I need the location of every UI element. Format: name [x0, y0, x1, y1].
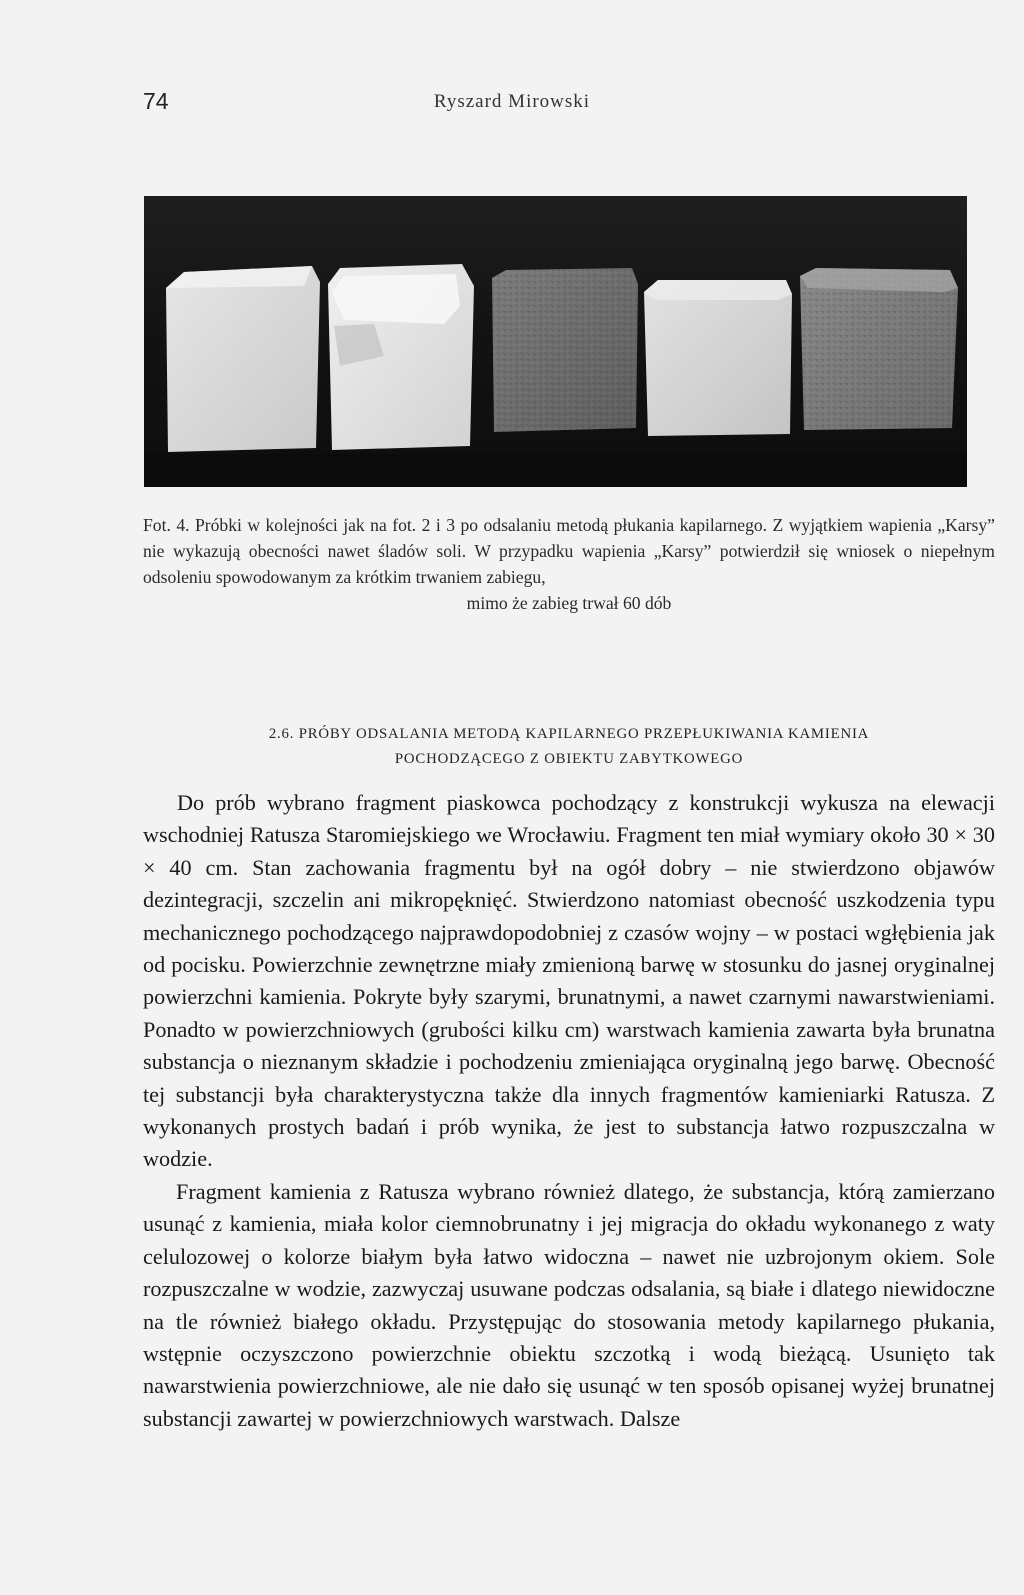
figure-caption — [143, 512, 995, 616]
running-head-author: Ryszard Mirowski — [433, 91, 591, 112]
figure-caption-end: mimo że zabieg trwał 60 dób — [466, 593, 672, 613]
figure-photo — [144, 196, 967, 487]
section-heading-line-1: 2.6. PRÓBY ODSALANIA METODĄ KAPILARNEGO PRZEPŁUKIWANIA KAMIENIA — [268, 726, 870, 742]
section-heading — [143, 722, 995, 772]
sample-cube-3 — [492, 268, 638, 432]
page-number: 74 — [143, 88, 169, 114]
body-text — [143, 787, 995, 1435]
section-heading-line-2: POCHODZĄCEGO Z OBIEKTU ZABYTKOWEGO — [394, 751, 744, 767]
sample-cube-2 — [328, 264, 474, 450]
sample-cube-5 — [800, 268, 958, 430]
paragraph-2: Fragment kamienia z Ratusza wybrano również dlatego, że substancja, którą zamierzano usunąć z kamienia, miała kolor ciemnobrunatny i jej migracja do okładu wykonanego z waty celulozowej o kolorze białym była łatwo widoczna – nawet nie uzbrojonym okiem. Sole rozpuszczalne w wodzie, zazwyczaj usuwane podczas odsalania, są białe i dlatego niewidoczne na tle również białego okładu. Przystępując do stosowania metody kapilarnego płukania, wstępnie oczyszczono powierzchnie obiektu szczotką i wodą bieżącą. Usunięto tak nawarstwienia powierzchniowe, ale nie dało się usunąć w ten sposób opisanej wyżej brunatnej substancji zawartej w powierzchniowych warstwach. Dalsze — [143, 1178, 995, 1431]
sample-cube-1 — [166, 266, 320, 452]
sample-cube-4 — [644, 280, 792, 436]
paragraph-1: Do prób wybrano fragment piaskowca pochodzący z konstrukcji wykusza na elewacji wschodniej Ratusza Staromiejskiego we Wrocławiu. Fragment ten miał wymiary około 30 × 30 × 40 cm. Stan zachowania fragmentu był na ogół dobry – nie stwierdzono objawów dezintegracji, szczelin ani mikropęknięć. Stwierdzono natomiast obecność uszkodzenia typu mechanicznego pochodzącego najprawdopodobniej z czasów wojny – w postaci wgłębienia jak od pocisku. Powierzchnie zewnętrzne miały zmienioną barwę w stosunku do jasnej oryginalnej powierzchni kamienia. Pokryte były szarymi, brunatnymi, a nawet czarnymi nawarstwieniami. Ponadto w powierzchniowych (grubości kilku cm) warstwach kamienia zawarta była brunatna substancja o nieznanym składzie i pochodzeniu zmieniająca oryginalną jego barwę. Obecność tej substancji była charakterystyczna także dla innych fragmentów kamieniarki Ratusza. Z wykonanych prostych badań i prób wynika, że jest to substancja łatwo rozpuszczalna w wodzie. — [143, 790, 995, 1172]
figure-caption-text: Fot. 4. Próbki w kolejności jak na fot. 2 i 3 po odsalaniu metodą płukania kapilarnego. Z wyjątkiem wapienia „Karsy” nie wykazują obecności nawet śladów soli. W przypadku wapienia „Karsy” potwierdził się wniosek o niepełnym odsoleniu spowodowanym za krótkim trwaniem zabiegu, — [143, 515, 995, 587]
